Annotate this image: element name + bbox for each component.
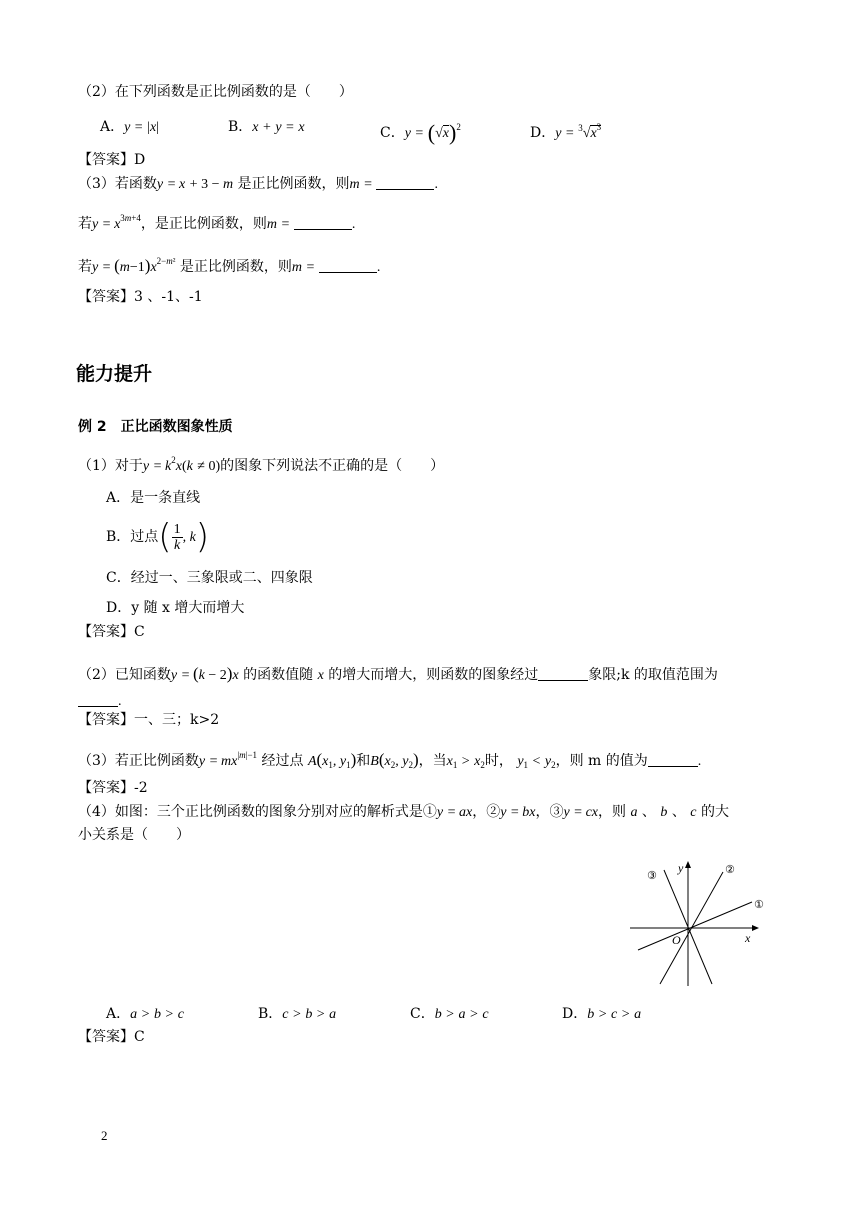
y-axis-arrow — [685, 861, 691, 868]
label-circle-3: ③ — [647, 869, 657, 882]
p4-option-a: A．a > b > c — [106, 1006, 184, 1022]
p2-line1: （2）已知函数y = (k − 2)x 的函数值随 x 的增大而增大，则函数的图象经过 象限;k 的取值范围为 — [78, 664, 718, 683]
p3-answer: 【答案】-2 — [78, 780, 148, 796]
page-number: 2 — [101, 1128, 108, 1143]
label-x: x — [745, 931, 751, 945]
q2-stem: （2）在下列函数是正比例函数的是（ ） — [78, 84, 353, 100]
p1-answer: 【答案】C — [78, 624, 145, 640]
example-title: 例 2 正比函数图象性质 — [78, 419, 233, 435]
p4-option-d: D．b > c > a — [562, 1006, 642, 1022]
p2-answer: 【答案】一、三；k>2 — [78, 712, 220, 728]
p1-option-d: D．y 随 x 增大而增大 — [106, 600, 245, 616]
q2-option-a: A．y = |x| — [100, 119, 159, 135]
q2-option-d: D．$y = ^3√x^3$ — [530, 122, 602, 141]
q3-line1: （3）若函数y = x + 3 − m 是正比例函数，则m = . — [78, 176, 438, 192]
q3-line2: 若$y = x^{3m+4}$，是正比例函数，则m = . — [78, 213, 356, 232]
p4-option-c: C．b > a > c — [410, 1006, 489, 1022]
p4-answer: 【答案】C — [78, 1029, 145, 1045]
p3-line: （3）若正比例函数$y = mx^{|m|-1}$ 经过点 $A(x_1$, $y_1$)和$B(x_2$, $y_2$)，当$x_1 > x_2$时， $y_1 < y_2$，则 m 的值为 . — [78, 750, 702, 770]
q2-answer: 【答案】D — [78, 152, 146, 168]
section-title: 能力提升 — [76, 363, 153, 385]
p1-option-a: A．是一条直线 — [106, 490, 201, 506]
p4-line2: 小关系是（ ） — [78, 827, 190, 843]
label-circle-2: ② — [725, 863, 735, 876]
proportional-functions-graph — [620, 856, 780, 991]
x-axis-arrow — [752, 925, 759, 931]
q3-answer: 【答案】3 、-1、-1 — [78, 289, 203, 305]
label-origin: O — [672, 933, 681, 947]
label-circle-1: ① — [754, 898, 764, 911]
q2-option-b: B．x + y = x — [228, 119, 305, 135]
label-y: y — [678, 861, 684, 875]
p1-option-b: B．过点( $\frac{1}{k}$ , k) — [106, 517, 210, 557]
p1-stem: （1）对于$y = k^2x(k \ne 0)$的图象下列说法不正确的是（ ） — [78, 455, 445, 474]
q2-option-c: C．$y = (√x)^2$ — [380, 120, 461, 145]
q3-line3: 若$y = (m-1)x^{2-m^2}$ 是正比例函数，则m = . — [78, 256, 381, 275]
p2-line2: . — [78, 692, 122, 711]
p4-option-b: B．c > b > a — [258, 1006, 337, 1022]
p1-option-c: C．经过一、三象限或二、四象限 — [106, 570, 313, 586]
p4-line1: （4）如图：三个正比例函数的图象分别对应的解析式是①y = ax，②y = bx，③y = cx，则 a 、 b 、 c 的大 — [78, 804, 729, 820]
